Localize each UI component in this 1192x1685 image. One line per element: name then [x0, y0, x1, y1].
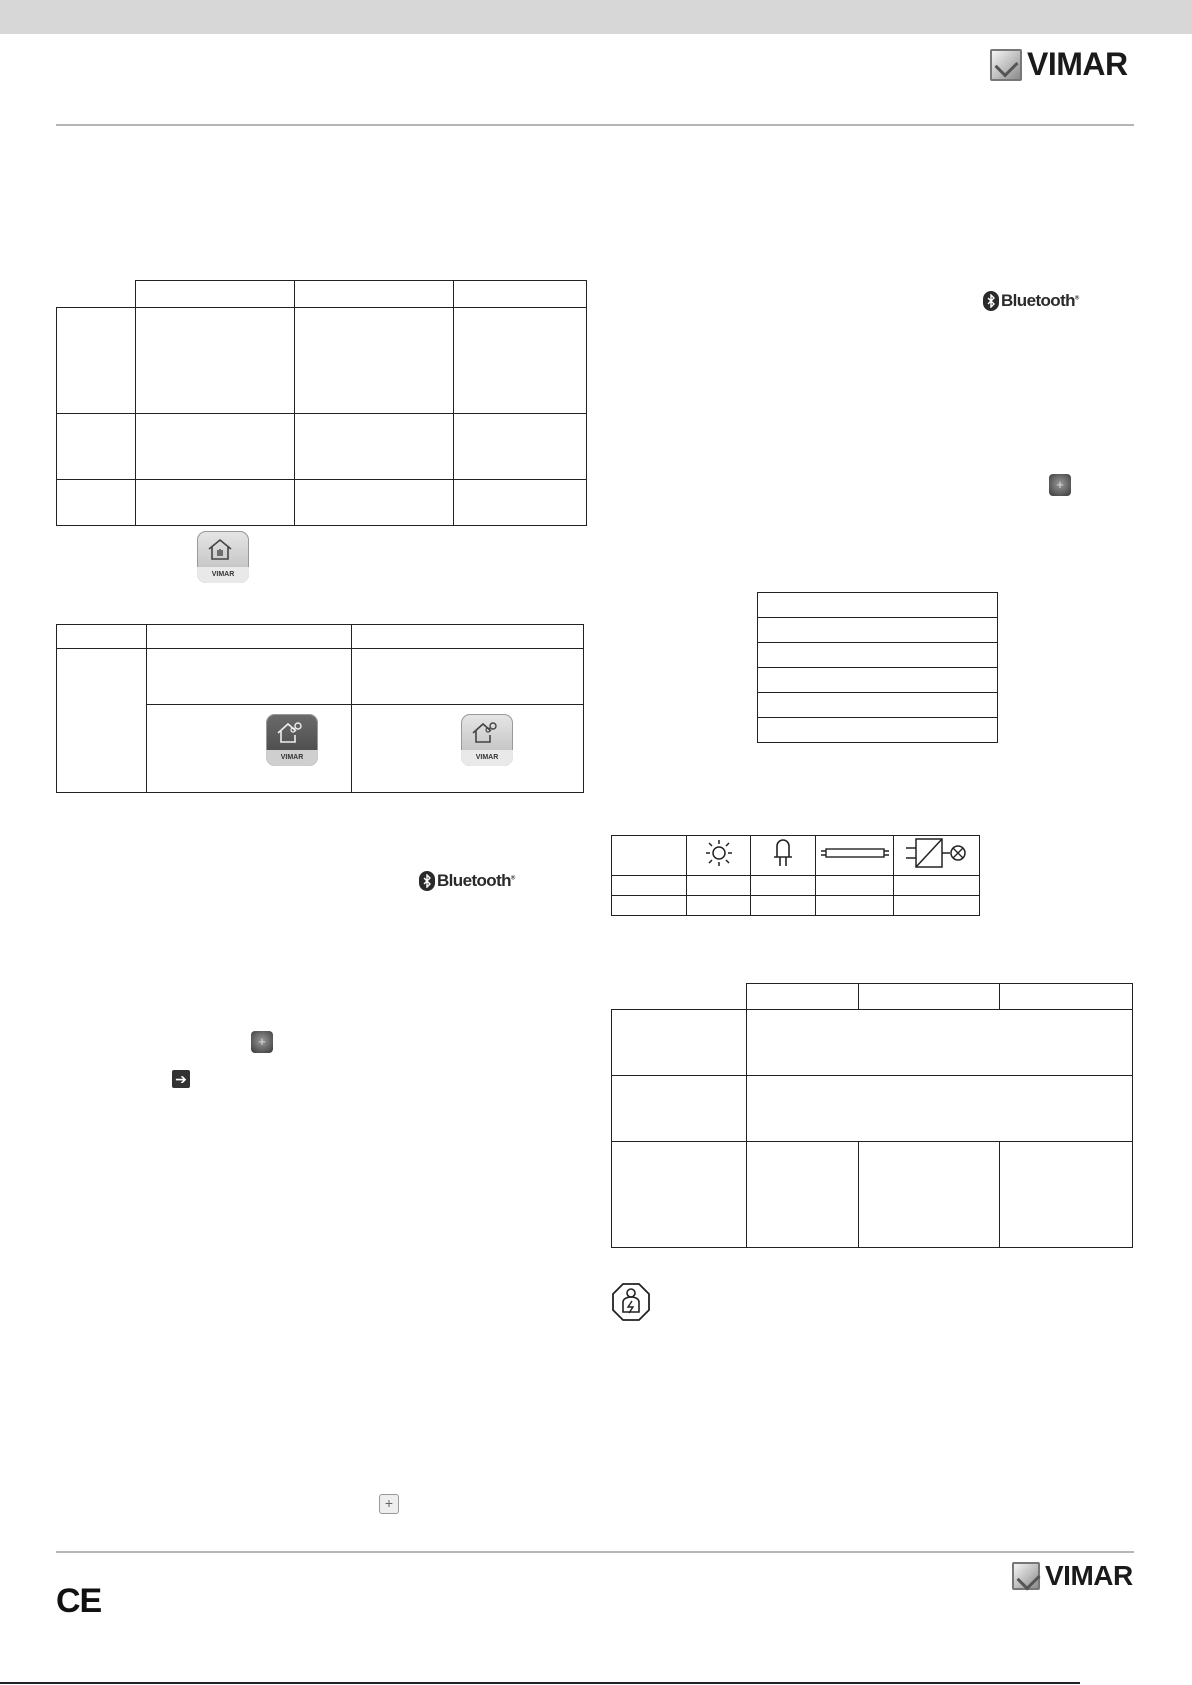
header-logo — [990, 46, 1128, 83]
table-cell — [612, 1076, 747, 1142]
house-gear-icon — [471, 721, 497, 743]
table-cell — [57, 308, 136, 414]
table-cell — [612, 876, 687, 896]
transformer-load-icon — [904, 836, 970, 870]
table-cell — [687, 896, 751, 916]
table-cell — [816, 876, 894, 896]
table-cell — [147, 625, 352, 649]
header-brand-text: VIMAR — [1027, 46, 1128, 82]
table-cell — [57, 649, 147, 793]
bluetooth-logo-left — [419, 871, 515, 891]
table-row — [612, 896, 980, 916]
qualified-installer-icon — [611, 1282, 651, 1322]
table-cell — [746, 1076, 1133, 1142]
table-cell — [687, 876, 751, 896]
footer-brand-text: VIMAR — [1045, 1560, 1133, 1591]
table-cell — [453, 281, 587, 308]
app-icon-label: VIMAR — [197, 567, 249, 583]
bluetooth-reg-mark: ® — [1074, 295, 1079, 302]
table-cell — [687, 836, 751, 876]
table-cell — [135, 480, 294, 526]
left-table-2 — [56, 624, 584, 793]
table-cell — [57, 414, 136, 480]
table-cell — [758, 618, 998, 643]
table-row — [57, 649, 584, 705]
table-cell — [999, 1142, 1133, 1248]
right-bottom-table — [611, 983, 1133, 1248]
table-cell — [135, 308, 294, 414]
table-row — [758, 643, 998, 668]
view-wireless-dark-app-icon — [266, 714, 318, 766]
round-plus-button-icon: + — [1049, 474, 1071, 496]
load-types-table — [611, 835, 980, 916]
table-cell — [294, 480, 453, 526]
table-cell — [135, 281, 294, 308]
add-plus-icon: + — [379, 1494, 399, 1514]
table-cell — [746, 984, 858, 1010]
bluetooth-icon — [983, 291, 999, 311]
table-cell — [135, 414, 294, 480]
led-lamp-icon — [771, 838, 795, 868]
table-cell — [894, 896, 980, 916]
table-row — [57, 480, 587, 526]
table-cell — [294, 281, 453, 308]
bluetooth-logo-right — [983, 291, 1079, 311]
table-cell — [816, 836, 894, 876]
fluorescent-tube-icon — [820, 846, 890, 860]
table-cell — [894, 876, 980, 896]
arrow-right-icon: ➔ — [172, 1070, 190, 1088]
bluetooth-reg-mark: ® — [510, 875, 515, 882]
view-pro-app-icon — [461, 714, 513, 766]
table-cell — [894, 836, 980, 876]
table-cell — [453, 308, 587, 414]
table-cell — [612, 1010, 747, 1076]
table-cell — [758, 718, 998, 743]
bluetooth-icon — [419, 871, 435, 891]
table-cell — [294, 414, 453, 480]
table-row — [758, 593, 998, 618]
app-icon-label: VIMAR — [266, 750, 318, 766]
table-row — [612, 836, 980, 876]
bluetooth-wordmark — [437, 871, 515, 891]
table-cell — [751, 836, 816, 876]
table-row — [758, 618, 998, 643]
table-cell — [612, 984, 747, 1010]
round-plus-button-icon: + — [251, 1031, 273, 1053]
table-row — [57, 281, 587, 308]
vimar-logo-mark-icon — [990, 49, 1022, 81]
table-cell — [57, 281, 136, 308]
app-icon-label: VIMAR — [461, 750, 513, 766]
table-cell — [858, 1142, 999, 1248]
table-row — [612, 1076, 1133, 1142]
bottom-edge-line — [0, 1682, 1080, 1684]
right-list-table — [757, 592, 998, 743]
table-row — [612, 1142, 1133, 1248]
table-cell — [999, 984, 1133, 1010]
table-cell — [294, 308, 453, 414]
table-cell — [612, 1142, 747, 1248]
vimar-logo-mark-icon — [1012, 1562, 1040, 1590]
table-row — [57, 625, 584, 649]
table-cell — [758, 593, 998, 618]
table-cell — [453, 480, 587, 526]
table-cell — [57, 480, 136, 526]
table-row — [612, 876, 980, 896]
table-cell — [751, 896, 816, 916]
table-cell — [746, 1010, 1133, 1076]
incandescent-lamp-icon — [704, 838, 734, 868]
table-cell — [858, 984, 999, 1010]
top-gray-bar — [0, 0, 1192, 34]
table-cell — [147, 649, 352, 705]
table-row — [758, 668, 998, 693]
bluetooth-wordmark — [1001, 291, 1079, 311]
table-row — [612, 984, 1133, 1010]
table-cell — [147, 705, 352, 793]
left-table-1 — [56, 280, 587, 526]
table-cell — [612, 836, 687, 876]
table-cell — [816, 896, 894, 916]
table-row — [57, 308, 587, 414]
table-cell — [612, 896, 687, 916]
table-cell — [352, 625, 584, 649]
table-cell — [758, 693, 998, 718]
table-cell — [352, 649, 584, 705]
table-cell — [453, 414, 587, 480]
footer-rule — [56, 1551, 1134, 1553]
view-wireless-app-icon — [197, 531, 249, 583]
house-gear-icon — [276, 721, 302, 743]
table-cell — [751, 876, 816, 896]
footer-logo — [1012, 1560, 1133, 1592]
bluetooth-label: Bluetooth — [437, 871, 511, 890]
table-cell — [746, 1142, 858, 1248]
table-row — [758, 693, 998, 718]
table-row — [758, 718, 998, 743]
ce-mark: CE — [56, 1582, 102, 1620]
table-row — [57, 414, 587, 480]
table-cell — [57, 625, 147, 649]
table-cell — [758, 668, 998, 693]
table-row — [612, 1010, 1133, 1076]
table-cell — [758, 643, 998, 668]
bluetooth-label: Bluetooth — [1001, 291, 1075, 310]
header-rule — [56, 124, 1134, 126]
house-hand-icon — [207, 538, 233, 560]
